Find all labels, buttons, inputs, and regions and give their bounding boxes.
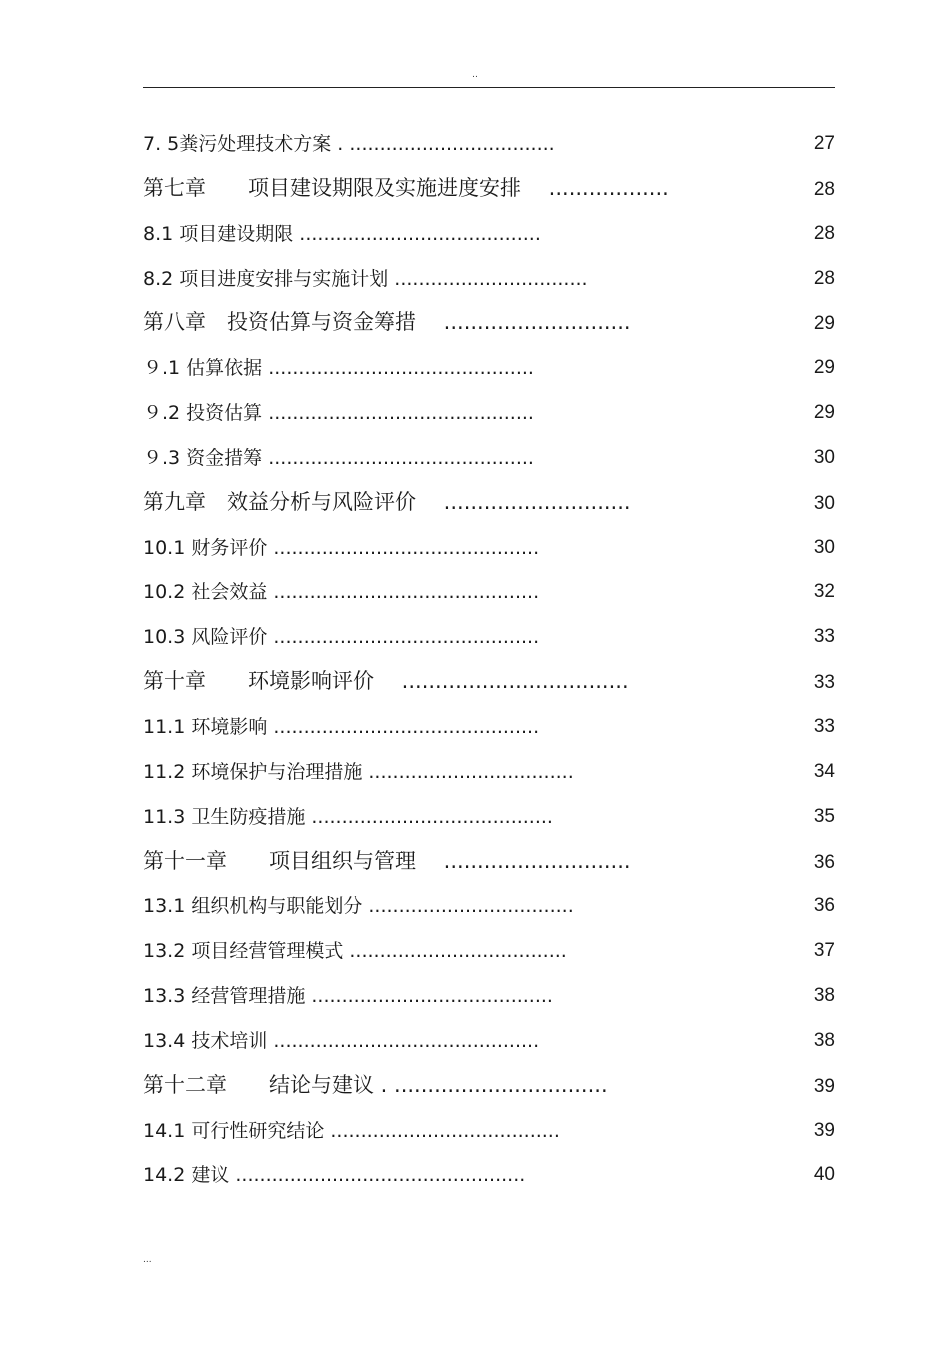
table-of-contents xyxy=(143,120,835,1196)
toc-entry-title: 第七章 项目建设期限及实施进度安排 .................. xyxy=(143,175,669,200)
toc-page-number: 29 xyxy=(813,357,835,379)
toc-entry-title: 第十一章 项目组织与管理 ............................ xyxy=(143,848,631,873)
toc-entry-title: 10.1 财务评价 ............................................ xyxy=(143,536,540,559)
toc-section-entry[interactable] xyxy=(143,210,835,255)
toc-page-number: 35 xyxy=(813,805,835,827)
toc-section-entry[interactable] xyxy=(143,344,835,389)
toc-section-entry[interactable] xyxy=(143,255,835,300)
toc-entry-title: 第十二章 结论与建议 . ................................ xyxy=(143,1072,608,1097)
toc-entry-title: ９.1 估算依据 ............................................ xyxy=(143,357,534,380)
toc-chapter-entry[interactable] xyxy=(143,299,835,344)
toc-section-entry[interactable] xyxy=(143,1017,835,1062)
toc-entry-title: 13.2 项目经营管理模式 .................................... xyxy=(143,940,567,963)
toc-page-number: 33 xyxy=(813,626,835,648)
toc-page-number: 39 xyxy=(813,1119,835,1141)
toc-section-entry[interactable] xyxy=(143,972,835,1017)
toc-section-entry[interactable] xyxy=(143,389,835,434)
toc-entry-title: 11.1 环境影响 ............................................ xyxy=(143,715,540,738)
toc-page-number: 36 xyxy=(813,851,835,873)
toc-chapter-entry[interactable] xyxy=(143,658,835,703)
header-rule xyxy=(143,87,835,88)
toc-page-number: 28 xyxy=(813,267,835,289)
toc-page-number: 30 xyxy=(813,492,835,514)
toc-entry-title: 第十章 环境影响评价 .................................. xyxy=(143,669,629,694)
toc-entry-title: 第九章 效益分析与风险评价 ............................ xyxy=(143,489,631,514)
toc-entry-title: 8.1 项目建设期限 ........................................ xyxy=(143,222,541,245)
toc-section-entry[interactable] xyxy=(143,882,835,927)
toc-page-number: 37 xyxy=(813,940,835,962)
toc-section-entry[interactable] xyxy=(143,793,835,838)
toc-chapter-entry[interactable] xyxy=(143,479,835,524)
toc-section-entry[interactable] xyxy=(143,1151,835,1196)
toc-page-number: 36 xyxy=(813,895,835,917)
toc-section-entry[interactable] xyxy=(143,568,835,613)
toc-entry-title: 13.3 经营管理措施 ........................................ xyxy=(143,985,553,1008)
toc-entry-title: 14.1 可行性研究结论 ...................................... xyxy=(143,1119,560,1142)
toc-page-number: 27 xyxy=(813,133,835,154)
toc-section-entry[interactable] xyxy=(143,927,835,972)
toc-section-entry[interactable] xyxy=(143,748,835,793)
toc-entry-title: 11.2 环境保护与治理措施 .................................. xyxy=(143,760,574,783)
toc-entry-title: ９.2 投资估算 ............................................ xyxy=(143,402,534,425)
header-mark: .. xyxy=(472,70,478,80)
toc-entry-title: ９.3 资金措筹 ............................................ xyxy=(143,446,534,469)
toc-entry-title: 13.4 技术培训 ............................................ xyxy=(143,1029,540,1052)
toc-page-number: 28 xyxy=(813,178,835,200)
toc-page-number: 30 xyxy=(813,446,835,468)
toc-page-number: 28 xyxy=(813,222,835,244)
toc-page-number: 33 xyxy=(813,672,835,694)
toc-page-number: 38 xyxy=(813,1029,835,1051)
toc-page-number: 30 xyxy=(813,536,835,558)
toc-page-number: 40 xyxy=(813,1164,835,1186)
toc-chapter-entry[interactable] xyxy=(143,838,835,883)
toc-chapter-entry[interactable] xyxy=(143,165,835,210)
toc-page-number: 29 xyxy=(813,313,835,335)
toc-chapter-entry[interactable] xyxy=(143,1062,835,1107)
toc-entry-title: 14.2 建议 ................................................ xyxy=(143,1164,526,1187)
toc-page-number: 32 xyxy=(813,581,835,603)
toc-entry-title: 8.2 项目进度安排与实施计划 ................................ xyxy=(143,267,588,290)
toc-section-entry[interactable] xyxy=(143,703,835,748)
toc-section-entry[interactable] xyxy=(143,524,835,569)
toc-entry-title: 10.2 社会效益 ............................................ xyxy=(143,581,540,604)
toc-section-entry[interactable] xyxy=(143,434,835,479)
toc-page-number: 39 xyxy=(813,1075,835,1097)
toc-entry-title: 10.3 风险评价 ............................................ xyxy=(143,626,540,649)
toc-entry-title: 11.3 卫生防疫措施 ........................................ xyxy=(143,805,553,828)
toc-section-entry[interactable] xyxy=(143,613,835,658)
footer-mark: ... xyxy=(143,1255,152,1265)
toc-entry-title: 13.1 组织机构与职能划分 .................................. xyxy=(143,895,574,918)
toc-section-entry[interactable] xyxy=(143,1107,835,1152)
toc-page-number: 38 xyxy=(813,985,835,1007)
toc-section-entry[interactable] xyxy=(143,120,835,165)
toc-entry-title: 第八章 投资估算与资金筹措 ............................ xyxy=(143,310,631,335)
toc-entry-title: 7. 5粪污处理技术方案 . .................................. xyxy=(143,133,555,155)
toc-page-number: 29 xyxy=(813,402,835,424)
toc-page-number: 33 xyxy=(813,715,835,737)
toc-page-number: 34 xyxy=(813,760,835,782)
